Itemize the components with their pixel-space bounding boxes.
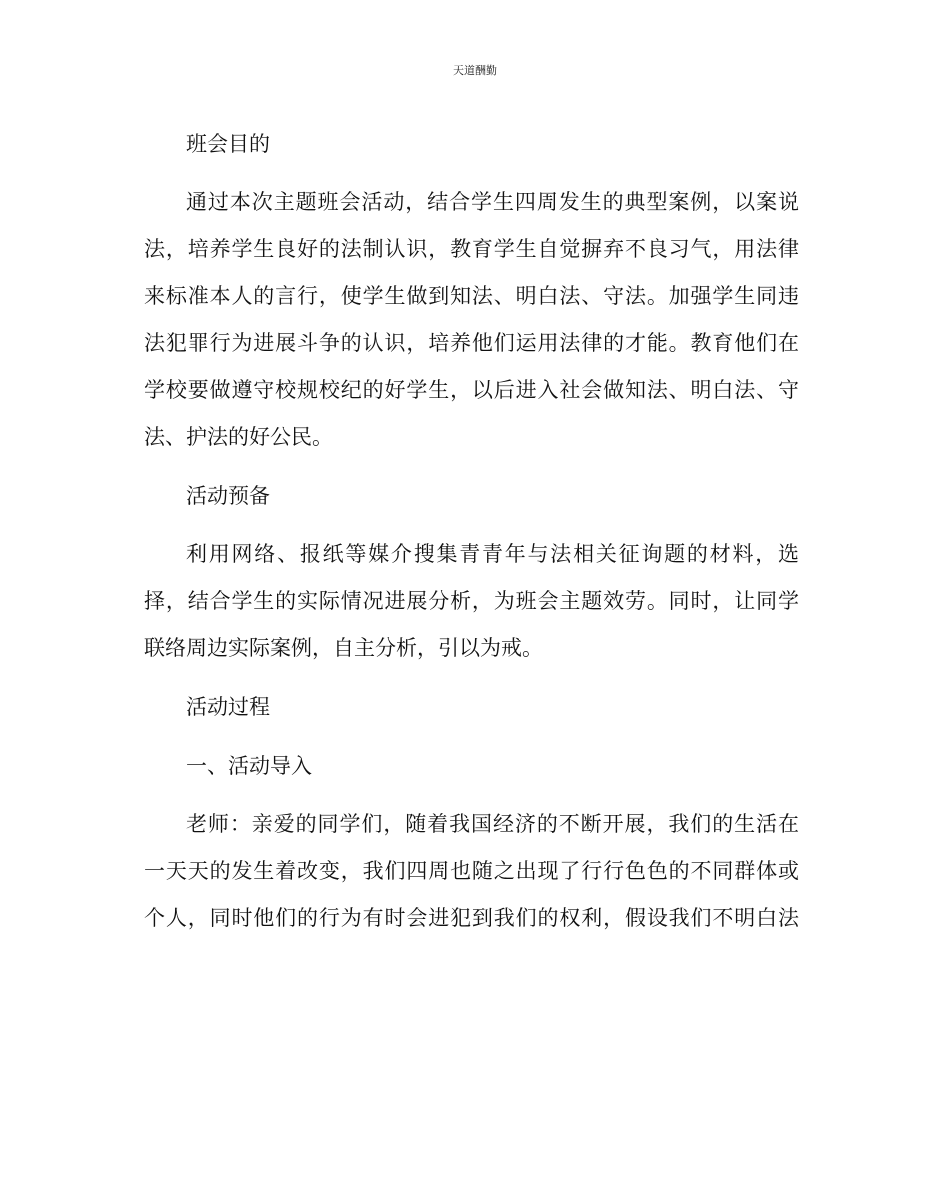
text-line: 学校要做遵守校规校纪的好学生，以后进入社会做知法、明白法、守 (144, 378, 799, 402)
paragraph-preparation (144, 531, 799, 672)
section-heading-purpose: 班会目的 (186, 132, 270, 156)
paragraph-purpose (144, 179, 799, 461)
page-header: 天道酬勤 (453, 64, 497, 77)
section-heading-process: 活动过程 (186, 695, 270, 719)
text-line: 法，培养学生良好的法制认识，教育学生自觉摒弃不良习气，用法律 (144, 237, 799, 261)
text-line: 老师：亲爱的同学们，随着我国经济的不断开展，我们的生活在 (186, 812, 799, 836)
text-line: 通过本次主题班会活动，结合学生四周发生的典型案例，以案说 (186, 190, 799, 214)
document-body (144, 130, 799, 963)
text-line: 联络周边实际案例，自主分析，引以为戒。 (144, 636, 543, 660)
section-heading-preparation: 活动预备 (186, 484, 270, 508)
text-line: 一天天的发生着改变，我们四周也随之出现了行行色色的不同群体或 (144, 859, 799, 883)
paragraph-intro (144, 801, 799, 942)
text-line: 择，结合学生的实际情况进展分析，为班会主题效劳。同时，让同学 (144, 589, 799, 613)
text-line: 利用网络、报纸等媒介搜集青青年与法相关征询题的材料，选 (186, 542, 799, 566)
section-heading-intro: 一、活动导入 (186, 754, 312, 778)
text-line: 法犯罪行为进展斗争的认识，培养他们运用法律的才能。教育他们在 (144, 331, 799, 355)
text-line: 法、护法的好公民。 (144, 425, 333, 449)
text-line: 来标准本人的言行，使学生做到知法、明白法、守法。加强学生同违 (144, 284, 799, 308)
text-line: 个人，同时他们的行为有时会进犯到我们的权利，假设我们不明白法 (144, 906, 799, 930)
